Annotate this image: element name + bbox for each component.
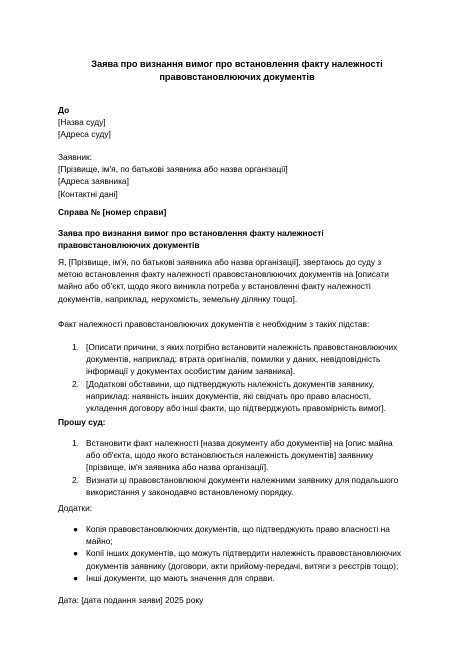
grounds-intro: Факт належності правовстановлюючих документів є необхідним з таких підстав: [58,319,370,329]
item-number: 2. [72,378,79,389]
requests-list [58,437,438,498]
list-item [58,547,438,571]
intro-line: майно або об'єкт, щодо якого виникла потреба у встановленні факту належності [58,281,371,292]
list-item [58,523,438,547]
document-title [50,58,424,84]
bullet-icon: ● [73,548,79,559]
item-number: 1. [72,342,79,352]
item-line: укладення договору або інші факти, що підтверджують правомірність вимог]. [86,403,386,414]
intro-paragraph [58,256,418,305]
item-line: наприклад: наявність інших документів, які свідчать про право власності, [86,390,372,401]
applicant-address: [Адреса заявника] [58,176,129,187]
title-line: Заява про визнання вимог про встановлення факту належності [91,59,383,69]
court-address: [Адреса суду] [58,129,111,140]
subtitle-line: правовстановлюючих документів [58,240,200,251]
case-number: Справа № [номер справи] [58,207,167,217]
to-label: До [58,105,70,115]
request-label: Прошу суд: [58,417,106,427]
applicant-block [58,151,418,200]
item-number: 2. [72,474,79,485]
item-line: документів заявнику (договори, акти прийому-передачі, витяги з реєстрів тощо); [86,560,399,571]
court-name: [Назва суду] [58,117,106,127]
item-line: використання у законодавчо встановленому порядку. [86,486,294,497]
intro-line: Я, [Прізвище, ім'я, по батькові заявника або назва організації], звертаюсь до суду з [58,257,382,267]
attachments-list [58,523,438,584]
subtitle [58,227,418,251]
bullet-icon: ● [73,524,79,534]
applicant-contacts: [Контактні дані] [58,188,118,199]
list-item [58,341,438,378]
item-line: Визнати ці правовстановлюючі документи належними заявнику для подальшого [86,474,399,485]
subtitle-line: Заява про визнання вимог про встановлення факту належності [58,228,324,238]
applicant-label: Заявник: [58,152,92,162]
item-line: Копія правовстановлюючих документів, що підтверджують право власності на [86,524,390,534]
item-line: документів, наприклад: втрата оригіналів, помилки у даних, невідповідність [86,354,381,365]
item-line: [прізвище, ім'я заявника або назва організації]. [86,462,269,473]
item-line: майно; [86,536,113,547]
item-line: Інші документи, що мають значення для справи. [86,572,275,583]
item-line: Встановити факт належності [назва документу або документів] на [опис майна [86,438,393,448]
grounds-list [58,341,438,414]
item-line: [Описати причини, з яких потрібно встановити належність правовстановлюючих [86,342,398,352]
date-line: Дата: [дата подання заяви] 2025 року [58,595,204,605]
applicant-name: [Прізвище, ім'я, по батькові заявника або назва організації] [58,164,288,175]
item-line: або об'єкта, щодо якого встановлюється належність документів] заявнику [86,450,374,461]
item-number: 1. [72,438,79,448]
item-line: інформації у документах особистим даним заявника]. [86,366,296,377]
title-line: правовстановлюючих документів [159,72,315,82]
list-item [58,378,438,415]
intro-line: метою встановлення факту належності правовстановлюючих документів на [описати [58,269,389,280]
item-line: Копії інших документів, що можуть підтвердити належність правовстановлюючих [86,548,402,559]
court-block [58,116,418,140]
list-item [58,474,438,498]
intro-line: документів, наприклад, нерухомість, земельну ділянку тощо]. [58,293,298,304]
list-item [58,572,438,584]
list-item [58,437,438,474]
attachments-label: Додатки: [58,503,93,513]
item-line: [Додаткові обставини, що підтверджують належність документів заявнику, [86,378,375,389]
bullet-icon: ● [73,572,79,583]
